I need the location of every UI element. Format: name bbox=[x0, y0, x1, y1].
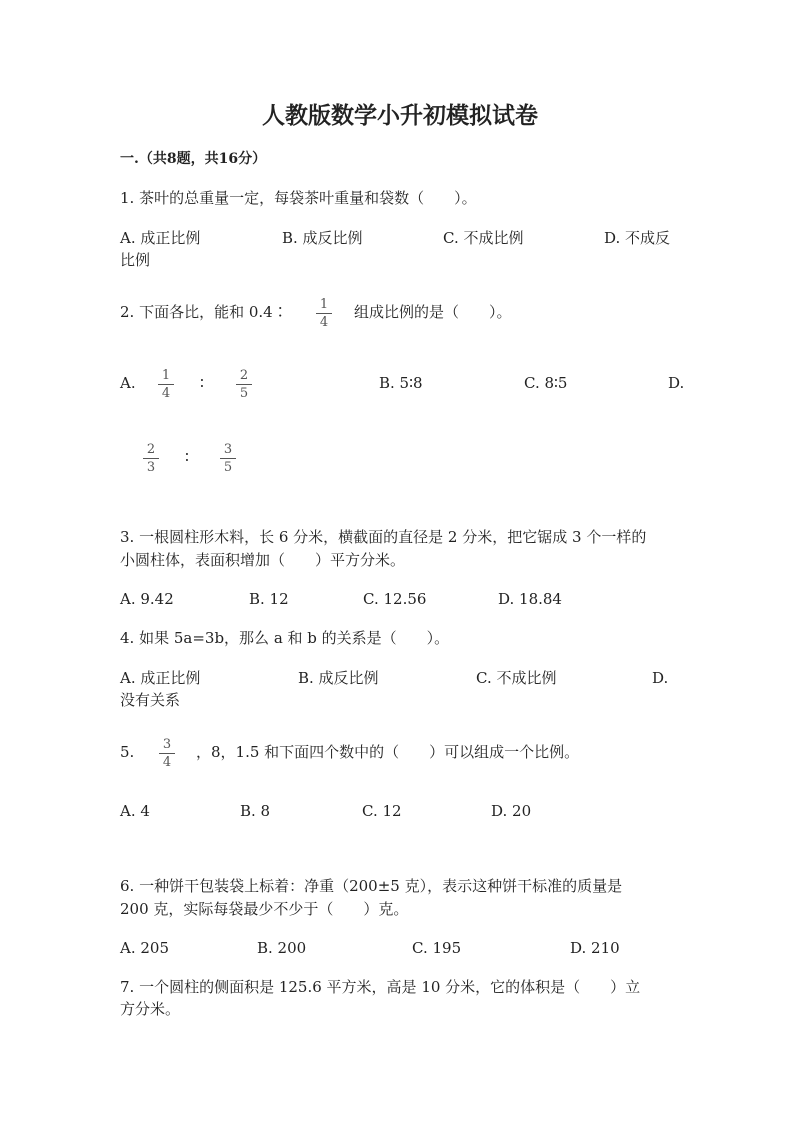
fraction-bar bbox=[236, 384, 252, 385]
question-3-stem-line-2: 小圆柱体，表面积增加（ ）平方分米。 bbox=[120, 551, 406, 569]
q2-option-d-colon: ∶ bbox=[185, 448, 189, 466]
q4-option-d-wrap: 没有关系 bbox=[120, 691, 181, 709]
q2-option-a-fraction-1 bbox=[158, 368, 174, 401]
q6-option-a: A. 205 bbox=[120, 939, 169, 957]
question-1-stem: 1. 茶叶的总重量一定，每袋茶叶重量和袋数（ ）。 bbox=[120, 189, 477, 207]
fraction-bar bbox=[143, 458, 159, 459]
fraction-bar bbox=[220, 458, 236, 459]
fraction-numerator: 1 bbox=[161, 368, 171, 383]
q2-option-a-label: A. bbox=[120, 374, 136, 392]
q3-option-c: C. 12.56 bbox=[363, 590, 427, 608]
fraction-bar bbox=[159, 753, 175, 754]
q6-option-d: D. 210 bbox=[570, 939, 620, 957]
q2-option-d-label: D. bbox=[668, 374, 685, 392]
fraction-denominator: 4 bbox=[161, 386, 171, 401]
question-2-stem-pre: 2. 下面各比，能和 0.4∶ bbox=[120, 303, 288, 321]
q1-option-d: D. 不成反 bbox=[604, 229, 671, 247]
q4-option-a: A. 成正比例 bbox=[120, 669, 201, 687]
q2-option-d-fraction-2 bbox=[220, 442, 236, 475]
question-5-number: 5. bbox=[120, 743, 135, 761]
fraction-denominator: 4 bbox=[162, 755, 172, 770]
q5-option-a: A. 4 bbox=[120, 802, 150, 820]
q1-option-a: A. 成正比例 bbox=[120, 229, 201, 247]
q4-option-c: C. 不成比例 bbox=[476, 669, 557, 687]
fraction-numerator: 1 bbox=[319, 297, 329, 312]
q3-option-b: B. 12 bbox=[249, 590, 289, 608]
fraction-bar bbox=[316, 313, 332, 314]
fraction-denominator: 5 bbox=[223, 460, 233, 475]
page-title: 人教版数学小升初模拟试卷 bbox=[262, 102, 538, 129]
q4-option-d: D. bbox=[652, 669, 669, 687]
q3-option-a: A. 9.42 bbox=[120, 590, 174, 608]
question-7-stem-line-2: 方分米。 bbox=[120, 1000, 181, 1018]
q2-option-b: B. 5∶8 bbox=[379, 374, 423, 392]
q2-option-c: C. 8∶5 bbox=[524, 374, 568, 392]
q1-option-c: C. 不成比例 bbox=[443, 229, 524, 247]
q2-option-d-fraction-1 bbox=[143, 442, 159, 475]
fraction-denominator: 4 bbox=[319, 315, 329, 330]
q5-option-d: D. 20 bbox=[491, 802, 532, 820]
fraction-numerator: 2 bbox=[239, 368, 249, 383]
q1-option-b: B. 成反比例 bbox=[282, 229, 363, 247]
q6-option-b: B. 200 bbox=[257, 939, 307, 957]
question-4-stem: 4. 如果 5a=3b，那么 a 和 b 的关系是（ ）。 bbox=[120, 629, 450, 647]
question-2-fraction bbox=[316, 297, 332, 330]
q2-option-a-colon: ∶ bbox=[200, 374, 204, 392]
fraction-numerator: 3 bbox=[223, 442, 233, 457]
section-header: 一.（共8题，共16分） bbox=[120, 151, 267, 167]
fraction-bar bbox=[158, 384, 174, 385]
question-7-stem-line-1: 7. 一个圆柱的侧面积是 125.6 平方米，高是 10 分米，它的体积是（ ）立 bbox=[120, 978, 641, 996]
question-6-stem-line-1: 6. 一种饼干包装袋上标着：净重（200±5 克），表示这种饼干标准的质量是 bbox=[120, 877, 623, 895]
question-3-stem-line-1: 3. 一根圆柱形木料，长 6 分米，横截面的直径是 2 分米，把它锯成 3 个一样的 bbox=[120, 528, 647, 546]
q6-option-c: C. 195 bbox=[412, 939, 462, 957]
q5-option-b: B. 8 bbox=[240, 802, 271, 820]
q5-option-c: C. 12 bbox=[362, 802, 402, 820]
fraction-denominator: 5 bbox=[239, 386, 249, 401]
fraction-numerator: 3 bbox=[162, 737, 172, 752]
fraction-denominator: 3 bbox=[146, 460, 156, 475]
q1-option-d-wrap: 比例 bbox=[120, 251, 151, 269]
question-6-stem-line-2: 200 克，实际每袋最少不少于（ ）克。 bbox=[120, 900, 409, 918]
q4-option-b: B. 成反比例 bbox=[298, 669, 379, 687]
fraction-numerator: 2 bbox=[146, 442, 156, 457]
question-5-stem-post: ，8，1.5 和下面四个数中的（ ）可以组成一个比例。 bbox=[196, 743, 580, 761]
question-2-stem-post: 组成比例的是（ ）。 bbox=[354, 303, 512, 321]
question-5-fraction bbox=[159, 737, 175, 770]
q3-option-d: D. 18.84 bbox=[498, 590, 562, 608]
q2-option-a-fraction-2 bbox=[236, 368, 252, 401]
